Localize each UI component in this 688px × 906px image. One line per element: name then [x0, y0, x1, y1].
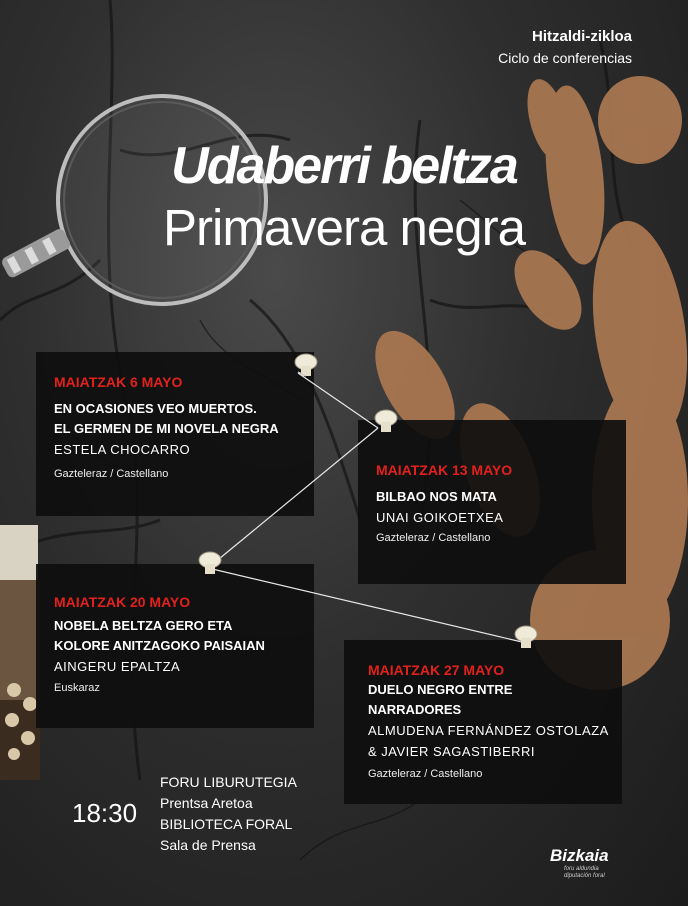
talk-card [36, 564, 314, 728]
talk-speaker: UNAI GOIKOETXEA [376, 510, 504, 525]
series-label-eu: Hitzaldi-zikloa [531, 28, 632, 45]
talk-card [344, 640, 622, 804]
venue-line: BIBLIOTECA FORAL [160, 816, 293, 832]
talk-speaker: ALMUDENA FERNÁNDEZ OSTOLAZA [368, 723, 609, 738]
header-tag [498, 28, 632, 66]
talk-title-line: KOLORE ANITZAGOKO PAISAIAN [54, 638, 265, 653]
title-es: Primavera negra [163, 199, 525, 256]
venue-line: Prentsa Aretoa [160, 795, 253, 811]
talk-language: Euskaraz [54, 682, 100, 694]
talk-title-line: BILBAO NOS MATA [376, 489, 497, 504]
talk-title-line: EN OCASIONES VEO MUERTOS. [54, 401, 257, 416]
logo-sub-line: foru aldundia [564, 866, 599, 872]
series-label-es: Ciclo de conferencias [498, 50, 632, 66]
talk-language: Gazteleraz / Castellano [54, 468, 169, 480]
bizkaia-logo [550, 846, 609, 880]
logo-sub-line: diputación foral [564, 873, 605, 879]
title-eu: Udaberri beltza [171, 137, 517, 195]
talk-card [358, 420, 626, 584]
talk-date: MAIATZAK 13 MAYO [376, 462, 513, 478]
event-time: 18:30 [72, 798, 138, 828]
talk-speaker: ESTELA CHOCARRO [54, 442, 191, 457]
talk-title-line: DUELO NEGRO ENTRE [368, 682, 513, 697]
talk-title-line: NARRADORES [368, 702, 462, 717]
talk-language: Gazteleraz / Castellano [376, 532, 491, 544]
venue-line: FORU LIBURUTEGIA [160, 774, 297, 790]
talk-language: Gazteleraz / Castellano [368, 768, 483, 780]
talk-date: MAIATZAK 20 MAYO [54, 594, 191, 610]
talk-speaker: AINGERU EPALTZA [54, 659, 181, 674]
typewriter-icon [0, 525, 40, 780]
talk-title-line: NOBELA BELTZA GERO ETA [54, 618, 233, 633]
venue-line: Sala de Prensa [160, 837, 256, 853]
talk-title-line: EL GERMEN DE MI NOVELA NEGRA [54, 421, 279, 436]
talk-speaker: & JAVIER SAGASTIBERRI [368, 744, 536, 759]
talk-card [36, 352, 314, 516]
logo-name: Bizkaia [550, 846, 609, 865]
talk-date: MAIATZAK 27 MAYO [368, 662, 505, 678]
talk-date: MAIATZAK 6 MAYO [54, 374, 183, 390]
venue-block [160, 772, 297, 856]
